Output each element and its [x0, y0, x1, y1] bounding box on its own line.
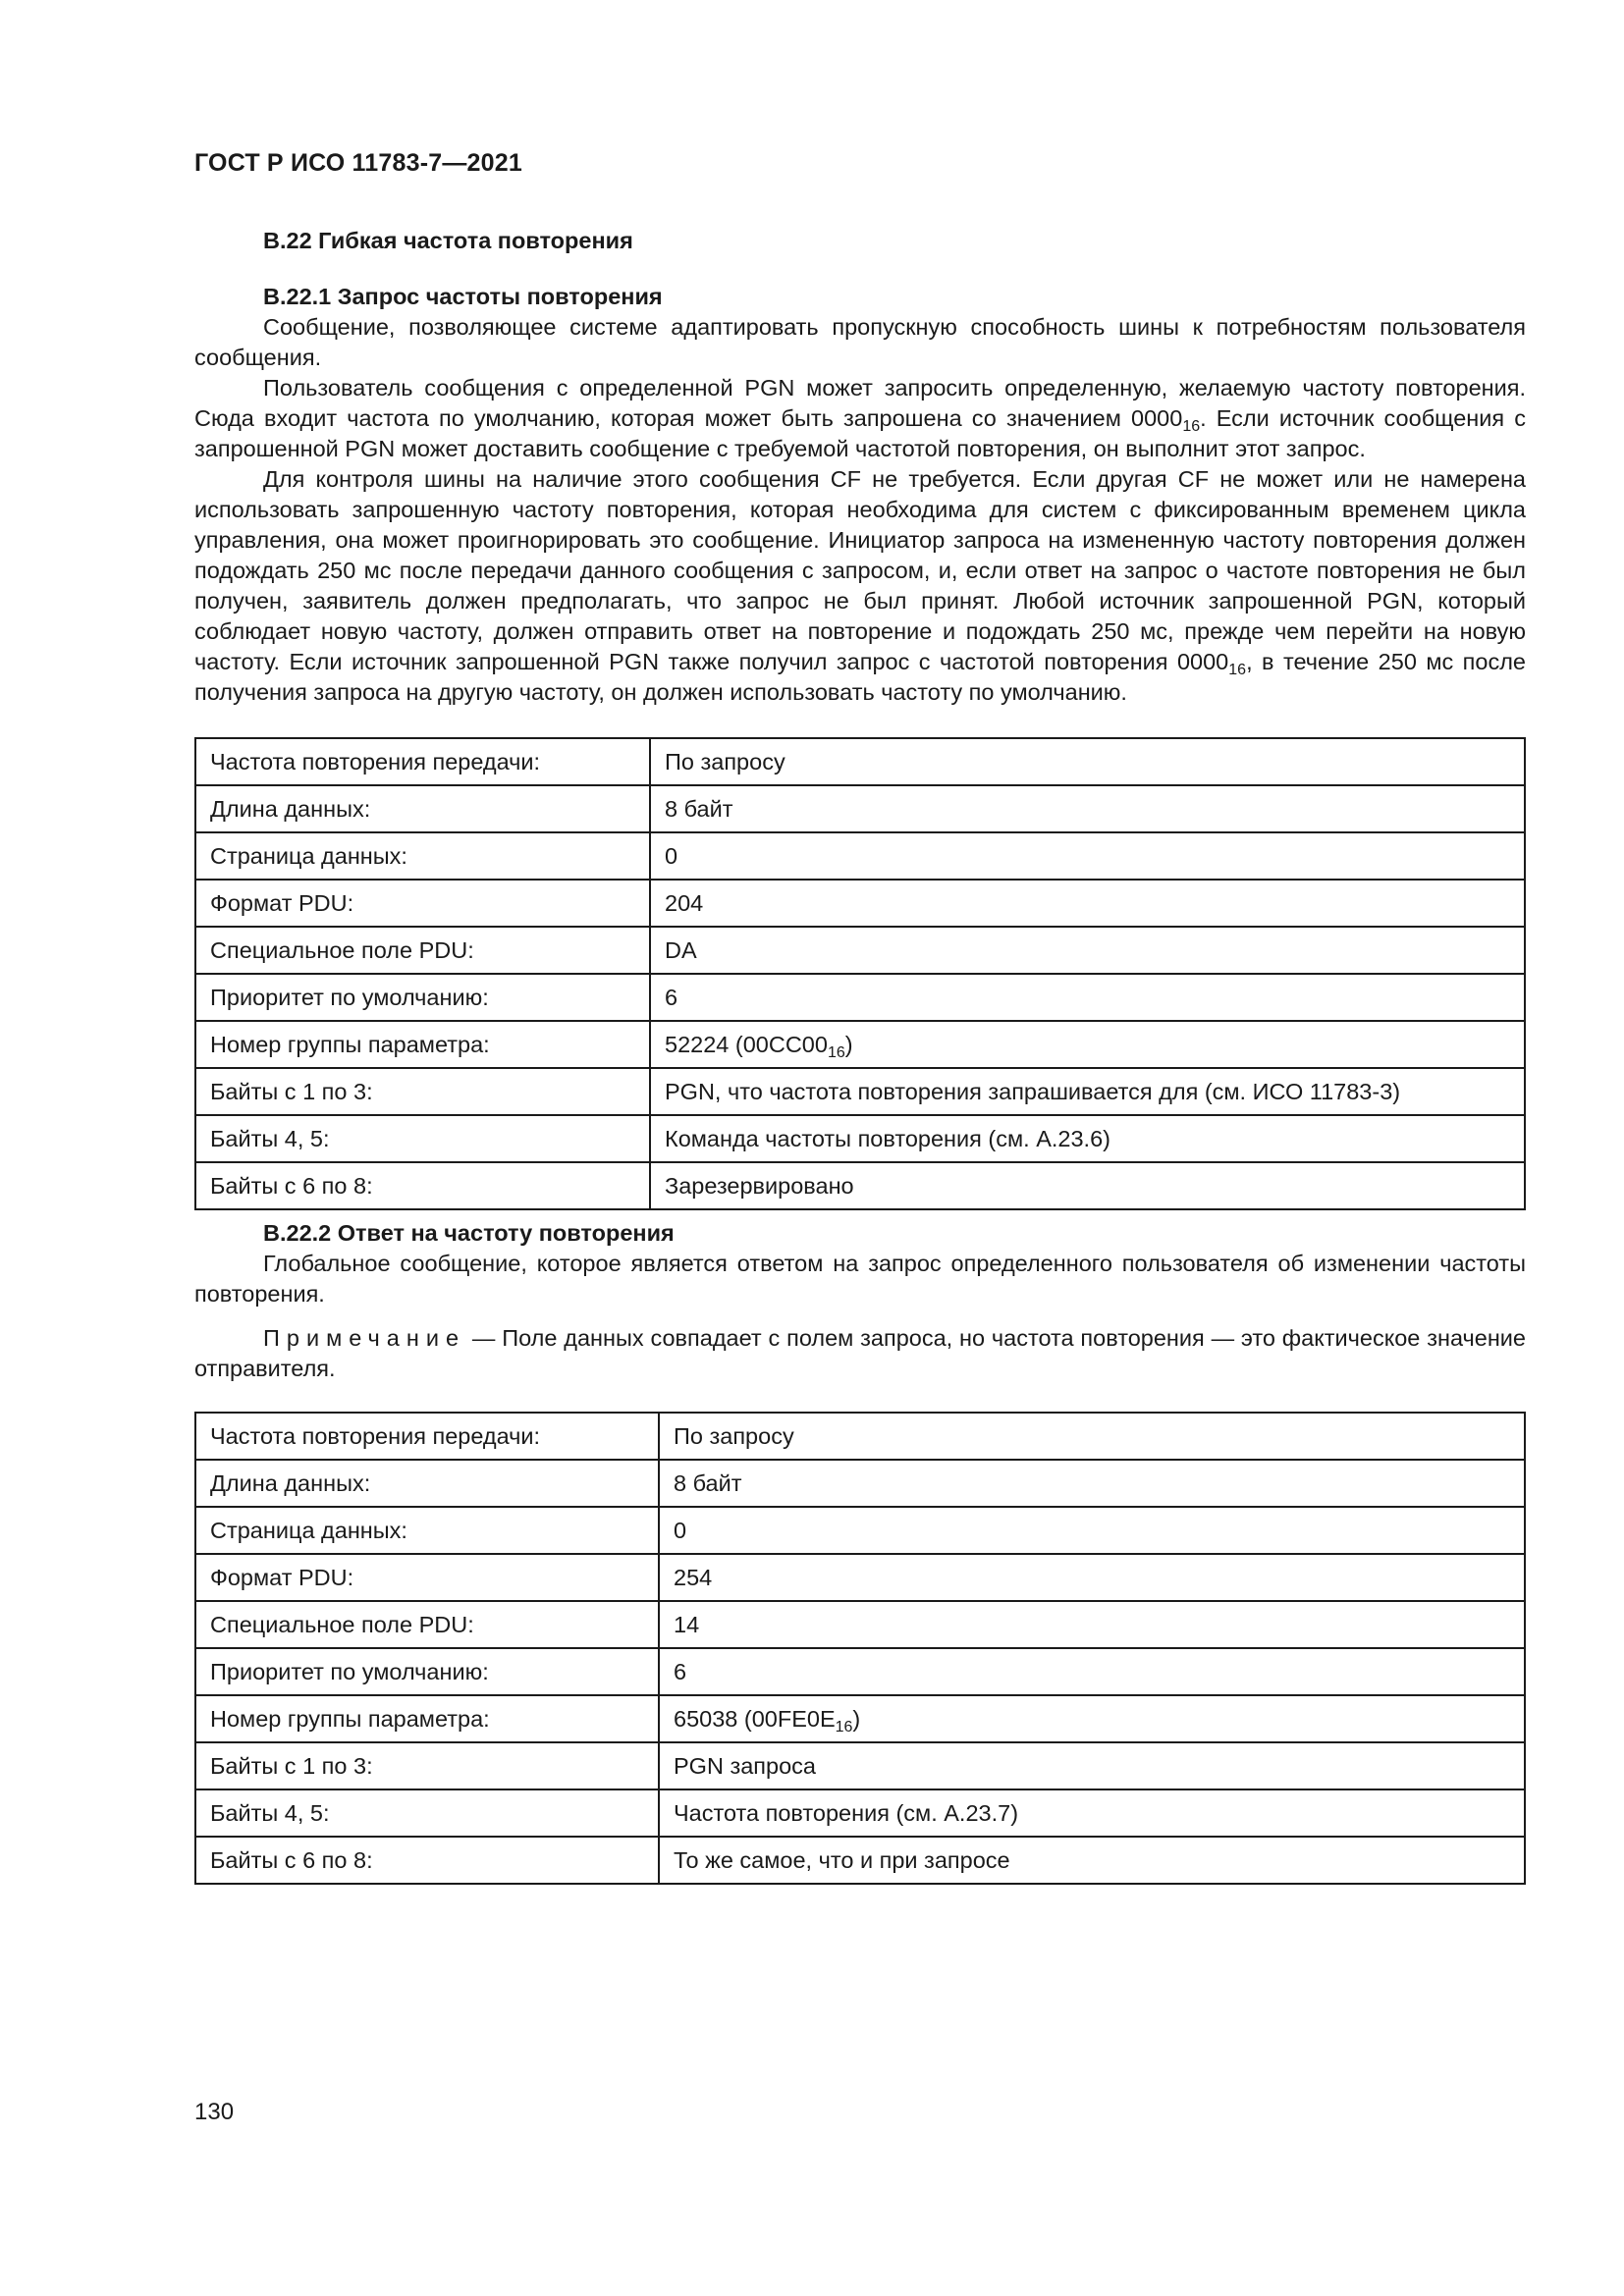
document-header: ГОСТ Р ИСО 11783-7—2021 [194, 149, 522, 177]
note-text: — Поле данных совпадает с полем запроса, но частота повторения — это фактическое значение отправителя. [194, 1325, 1526, 1381]
table-row [195, 1068, 1525, 1115]
row-label: Байты с 6 по 8: [195, 1837, 659, 1884]
note [194, 1323, 1526, 1384]
row-value: DA [650, 927, 1525, 974]
row-label: Байты с 6 по 8: [195, 1162, 650, 1209]
row-label: Байты 4, 5: [195, 1789, 659, 1837]
row-value: 254 [659, 1554, 1525, 1601]
row-label: Байты с 1 по 3: [195, 1742, 659, 1789]
row-label: Частота повторения передачи: [195, 738, 650, 785]
row-value: По запросу [659, 1413, 1525, 1460]
row-value: 65038 $(00FE0E_{16})$ [659, 1695, 1525, 1742]
subsection-title-request: B.22.1 Запрос частоты повторения [263, 284, 663, 309]
row-value: 0 [650, 832, 1525, 880]
table-row [195, 927, 1525, 974]
row-value: PGN, что частота повторения запрашивается для (см. ИСО 11783-3) [650, 1068, 1525, 1115]
row-value: 6 [659, 1648, 1525, 1695]
table-row [195, 1460, 1525, 1507]
paragraph-global-message: Глобальное сообщение, которое является ответом на запрос определенного пользователя об изменении частоты повторения. [194, 1251, 1526, 1307]
row-value: PGN запроса [659, 1742, 1525, 1789]
row-value: Зарезервировано [650, 1162, 1525, 1209]
row-label: Специальное поле PDU: [195, 927, 650, 974]
response-parameter-table [194, 1412, 1526, 1885]
row-value: Команда частоты повторения (см. А.23.6) [650, 1115, 1525, 1162]
table-row [195, 1695, 1525, 1742]
table-row [195, 1789, 1525, 1837]
table-row [195, 880, 1525, 927]
page-content [194, 226, 1526, 1885]
paragraph-default-rate: Пользователь сообщения с определенной PGN может запросить определенную, желаемую частоту повторения. Сюда входит частота по умолчанию, которая может быть запрошена со значением $0000_{16}$. Если источник сообщения с запрошенной PGN может доставить сообщение с требуемой частотой повторения, он выполнит этот запрос. [194, 375, 1526, 461]
note-label: Примечание [263, 1325, 466, 1351]
row-label: Страница данных: [195, 832, 650, 880]
row-value: 52224 $(00CC00_{16})$ [650, 1021, 1525, 1068]
table-row [195, 1648, 1525, 1695]
row-label: Страница данных: [195, 1507, 659, 1554]
table-row [195, 1413, 1525, 1460]
row-value: 6 [650, 974, 1525, 1021]
row-value: То же самое, что и при запросе [659, 1837, 1525, 1884]
table-row [195, 1601, 1525, 1648]
row-label: Байты 4, 5: [195, 1115, 650, 1162]
row-value: 8 байт [650, 785, 1525, 832]
table-row [195, 1021, 1525, 1068]
row-label: Формат PDU: [195, 1554, 659, 1601]
row-label: Формат PDU: [195, 880, 650, 927]
section-title: B.22 Гибкая частота повторения [263, 228, 633, 253]
page-number: 130 [194, 2099, 235, 2125]
row-label: Номер группы параметра: [195, 1021, 650, 1068]
subsection-title-response: B.22.2 Ответ на частоту повторения [263, 1220, 675, 1246]
table-row [195, 974, 1525, 1021]
table-row [195, 1115, 1525, 1162]
row-label: Частота повторения передачи: [195, 1413, 659, 1460]
table-row [195, 832, 1525, 880]
row-label: Приоритет по умолчанию: [195, 974, 650, 1021]
row-value: 8 байт [659, 1460, 1525, 1507]
table-row [195, 1162, 1525, 1209]
row-label: Длина данных: [195, 1460, 659, 1507]
row-value: По запросу [650, 738, 1525, 785]
row-label: Длина данных: [195, 785, 650, 832]
table-row [195, 1554, 1525, 1601]
table-row [195, 1507, 1525, 1554]
paragraph-purpose: Сообщение, позволяющее системе адаптировать пропускную способность шины к потребностям пользователя сообщения. [194, 314, 1526, 370]
table-row [195, 785, 1525, 832]
request-parameter-table [194, 737, 1526, 1210]
table-row [195, 1742, 1525, 1789]
row-value: 0 [659, 1507, 1525, 1554]
row-value: 204 [650, 880, 1525, 927]
row-value: 14 [659, 1601, 1525, 1648]
row-label: Приоритет по умолчанию: [195, 1648, 659, 1695]
row-label: Байты с 1 по 3: [195, 1068, 650, 1115]
row-label: Специальное поле PDU: [195, 1601, 659, 1648]
table-row [195, 1837, 1525, 1884]
table-row [195, 738, 1525, 785]
row-label: Номер группы параметра: [195, 1695, 659, 1742]
row-value: Частота повторения (см. А.23.7) [659, 1789, 1525, 1837]
paragraph-bus-monitoring: Для контроля шины на наличие этого сообщения CF не требуется. Если другая CF не может или не намерена использовать запрошенную частоту повторения, которая необходима для систем с фиксированным временем цикла управления, она может проигнорировать это сообщение. Инициатор запроса на измененную частоту повторения должен подождать 250 мс после передачи данного сообщения с запросом, и, если ответ на запрос о частоте повторения не был получен, заявитель должен предполагать, что запрос не был принят. Любой источник запрошенной PGN, который соблюдает новую частоту, должен отправить ответ на повторение и подождать 250 мс, прежде чем перейти на новую частоту. Если источник запрошенной PGN также получил запрос с частотой повторения $0000_{16}$, в течение 250 мс после получения запроса на другую частоту, он должен использовать частоту по умолчанию. [194, 466, 1526, 705]
